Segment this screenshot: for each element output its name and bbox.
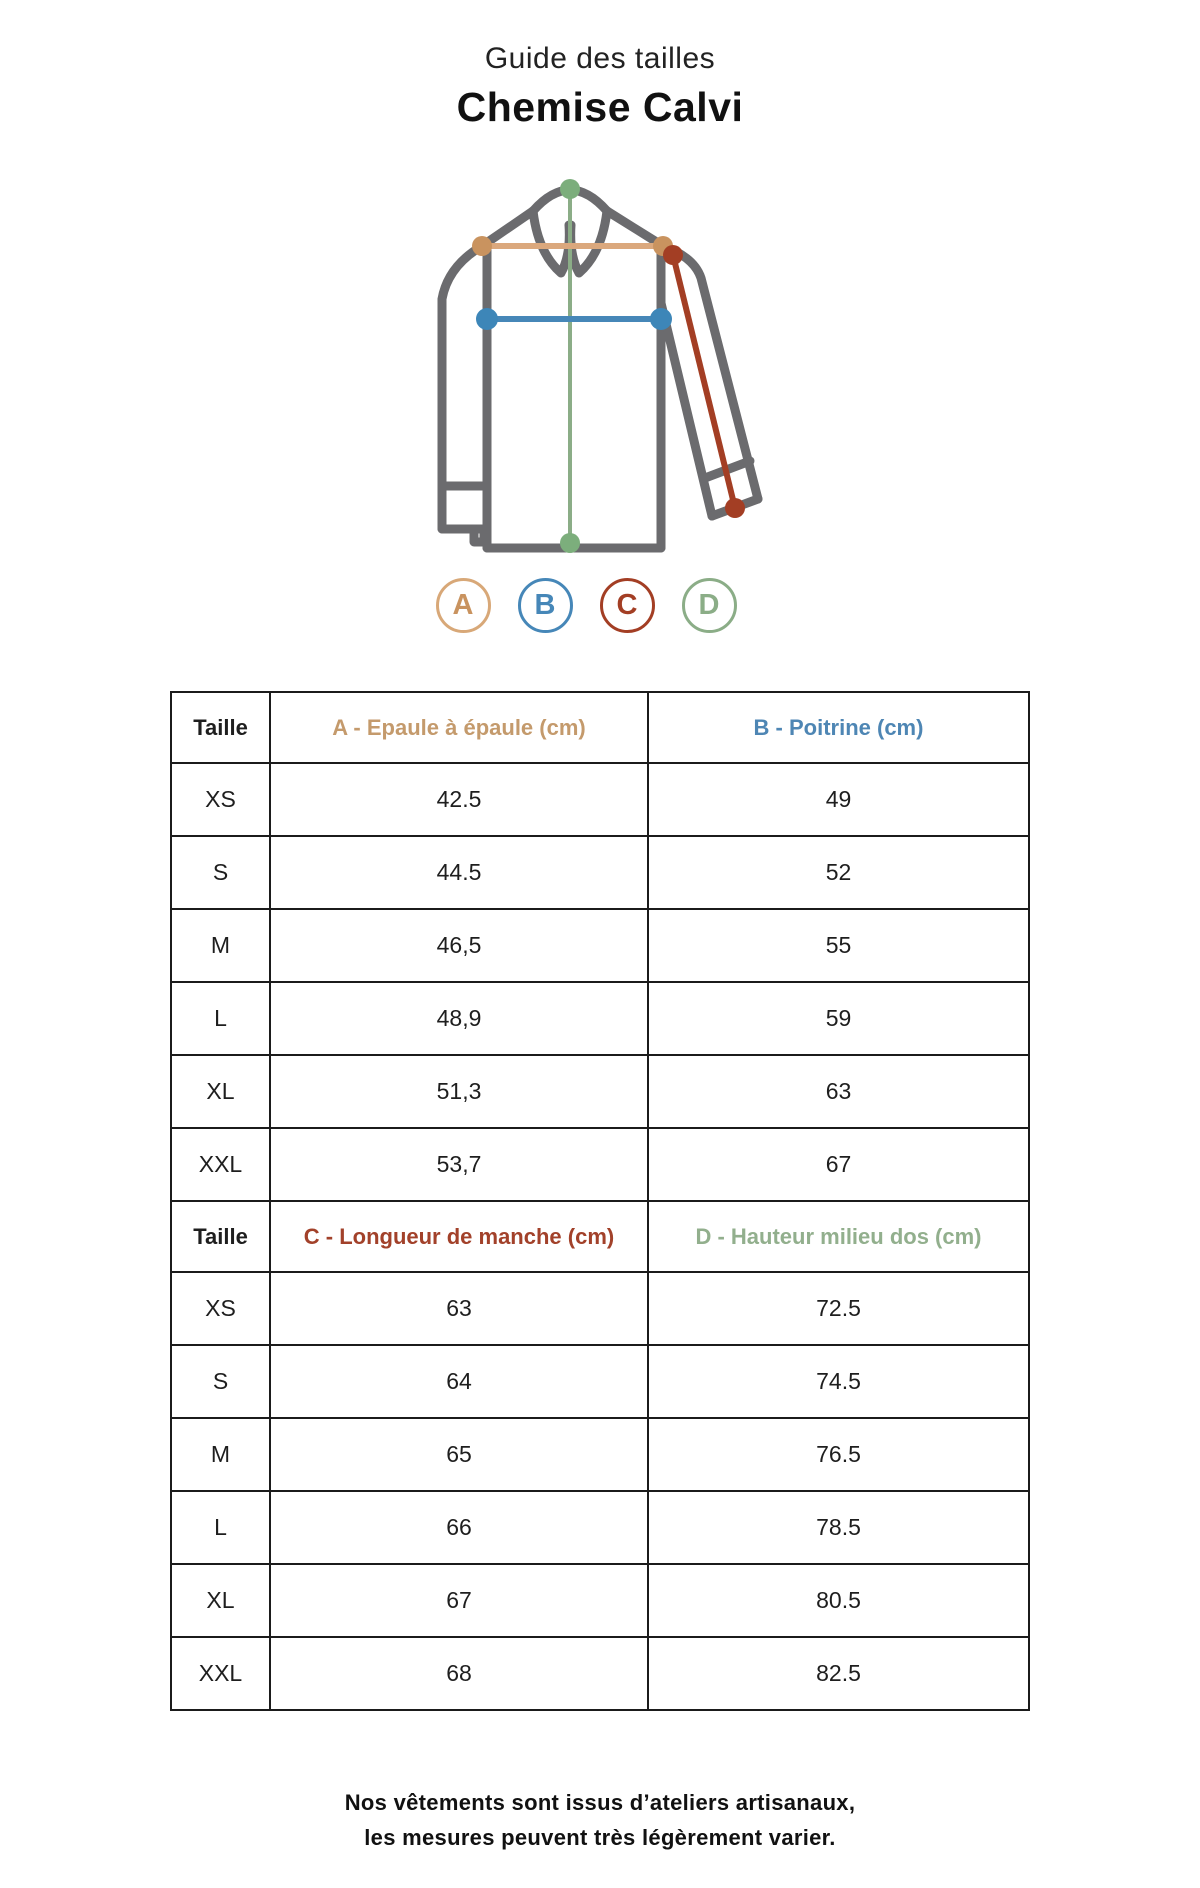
value-a: 44.5: [270, 836, 648, 909]
header-taille-1: Taille: [171, 692, 270, 763]
legend-b-icon: [518, 578, 573, 633]
table-row: [171, 763, 1029, 836]
value-b: 49: [648, 763, 1029, 836]
header-col-b: B - Poitrine (cm): [648, 692, 1029, 763]
value-b: 55: [648, 909, 1029, 982]
size-label: XL: [171, 1564, 270, 1637]
footer-line-1: Nos vêtements sont issus d’ateliers artisanaux,: [344, 1790, 856, 1815]
value-d: 80.5: [648, 1564, 1029, 1637]
size-label: M: [171, 1418, 270, 1491]
table-row: [171, 909, 1029, 982]
shirt-measurement-diagram: [0, 131, 1200, 635]
title-block: [0, 0, 1200, 131]
size-label: L: [171, 1491, 270, 1564]
legend-d-icon: [682, 578, 737, 633]
size-label: XL: [171, 1055, 270, 1128]
table-row: [171, 1418, 1029, 1491]
size-label: XXL: [171, 1637, 270, 1710]
legend-d-letter: D: [698, 589, 720, 621]
header-taille-2: Taille: [171, 1201, 270, 1272]
table-row: [171, 1637, 1029, 1710]
legend-c-icon: [600, 578, 655, 633]
size-label: XXL: [171, 1128, 270, 1201]
value-d: 72.5: [648, 1272, 1029, 1345]
size-label: S: [171, 1345, 270, 1418]
size-label: XS: [171, 763, 270, 836]
table-row: [171, 836, 1029, 909]
table-header-row-cd: [171, 1201, 1029, 1272]
table-row: [171, 1491, 1029, 1564]
value-c: 68: [270, 1637, 648, 1710]
page-subtitle: Guide des tailles: [484, 42, 716, 75]
value-b: 63: [648, 1055, 1029, 1128]
value-b: 67: [648, 1128, 1029, 1201]
value-a: 46,5: [270, 909, 648, 982]
value-a: 53,7: [270, 1128, 648, 1201]
table-row: [171, 1345, 1029, 1418]
footer-note: [0, 1785, 1200, 1855]
size-label: XS: [171, 1272, 270, 1345]
value-c: 64: [270, 1345, 648, 1418]
legend-b-letter: B: [534, 589, 556, 621]
table-row: [171, 982, 1029, 1055]
value-c: 65: [270, 1418, 648, 1491]
value-d: 78.5: [648, 1491, 1029, 1564]
legend-a-icon: [436, 578, 491, 633]
table-row: [171, 1128, 1029, 1201]
table-row: [171, 1564, 1029, 1637]
value-a: 51,3: [270, 1055, 648, 1128]
value-b: 52: [648, 836, 1029, 909]
legend-a-letter: A: [452, 589, 474, 621]
measurement-legend: [0, 578, 1186, 635]
value-c: 63: [270, 1272, 648, 1345]
size-label: L: [171, 982, 270, 1055]
value-d: 76.5: [648, 1418, 1029, 1491]
size-table: [170, 691, 1030, 1711]
table-row: [171, 1272, 1029, 1345]
shirt-diagram-icon: [0, 131, 1200, 571]
header-col-a: A - Epaule à épaule (cm): [270, 692, 648, 763]
legend-c-letter: C: [616, 589, 638, 621]
value-d: 74.5: [648, 1345, 1029, 1418]
page-title: Chemise Calvi: [456, 84, 744, 130]
value-b: 59: [648, 982, 1029, 1055]
value-a: 48,9: [270, 982, 648, 1055]
table-row: [171, 1055, 1029, 1128]
value-c: 66: [270, 1491, 648, 1564]
value-d: 82.5: [648, 1637, 1029, 1710]
value-a: 42.5: [270, 763, 648, 836]
size-label: M: [171, 909, 270, 982]
footer-line-2: les mesures peuvent très légèrement varier.: [364, 1825, 836, 1850]
header-col-d: D - Hauteur milieu dos (cm): [648, 1201, 1029, 1272]
value-c: 67: [270, 1564, 648, 1637]
table-header-row-ab: [171, 692, 1029, 763]
header-col-c: C - Longueur de manche (cm): [270, 1201, 648, 1272]
size-label: S: [171, 836, 270, 909]
